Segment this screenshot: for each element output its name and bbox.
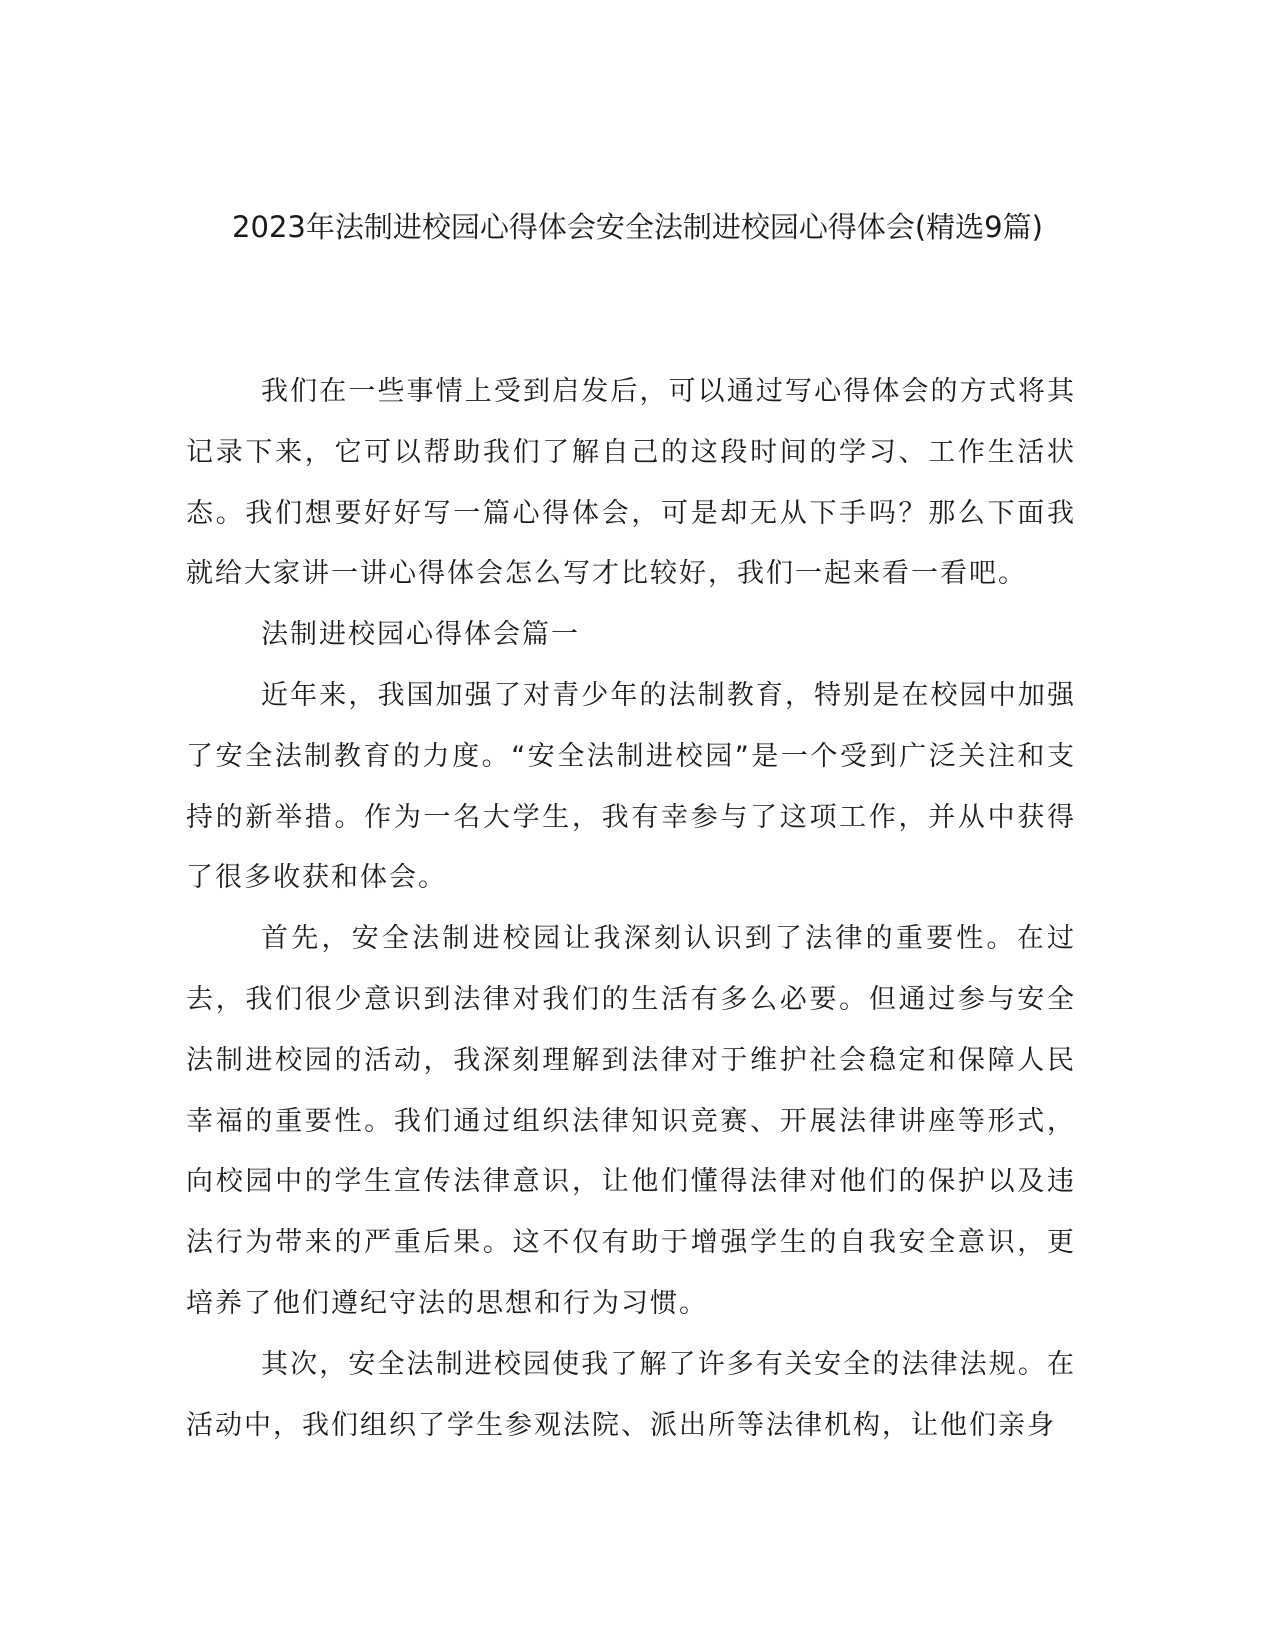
paragraph-1: 近年来，我国加强了对青少年的法制教育，特别是在校园中加强了安全法制教育的力度。“安全法制进校园”是一个受到广泛关注和支持的新举措。作为一名大学生，我有幸参与了这项工作，并从中获得了很多收获和体会。 <box>186 679 1076 894</box>
paragraph-intro: 我们在一些事情上受到启发后，可以通过写心得体会的方式将其记录下来，它可以帮助我们了解自己的这段时间的学习、工作生活状态。我们想要好好写一篇心得体会，可是却无从下手吗？那么下面我就给大家讲一讲心得体会怎么写才比较好，我们一起来看一看吧。 <box>186 376 1076 590</box>
document-title: 2023年法制进校园心得体会安全法制进校园心得体会(精选9篇) <box>232 210 1043 244</box>
paragraph-2: 首先，安全法制进校园让我深刻认识到了法律的重要性。在过去，我们很少意识到法律对我们的生活有多么必要。但通过参与安全法制进校园的活动，我深刻理解到法律对于维护社会稳定和保障人民幸福的重要性。我们通过组织法律知识竞赛、开展法律讲座等形式，向校园中的学生宣传法律意识，让他们懂得法律对他们的保护以及违法行为带来的严重后果。这不仅有助于增强学生的自我安全意识，更培养了他们遵纪守法的思想和行为习惯。 <box>186 923 1076 1319</box>
paragraph-3: 其次，安全法制进校园使我了解了许多有关安全的法律法规。在活动中，我们组织了学生参观法院、派出所等法律机构，让他们亲身 <box>186 1348 1076 1441</box>
document-body <box>186 362 1076 1456</box>
section-heading: 法制进校园心得体会篇一 <box>261 619 580 651</box>
